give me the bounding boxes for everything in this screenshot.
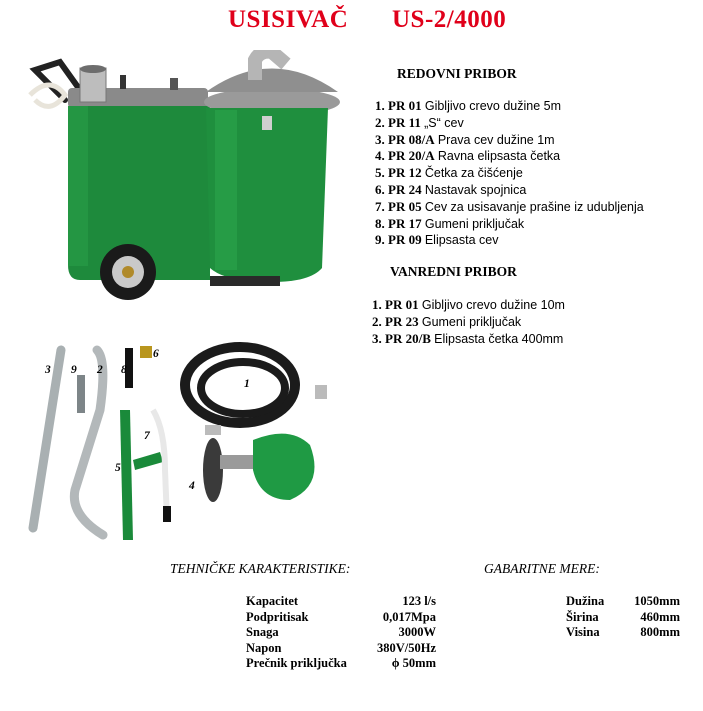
list-item: 6. PR 24 Nastavak spojnica: [375, 181, 527, 197]
callout-label: 1: [244, 378, 250, 390]
table-row: Prečnik priključka ϕ 50mm: [246, 656, 436, 670]
callout-label: 8: [121, 364, 127, 376]
list-item: 5. PR 12 Četka za čišćenje: [375, 165, 523, 181]
extra-accessories-list: [372, 297, 565, 347]
list-item: 2. PR 11 „S“ cev: [375, 114, 464, 130]
list-item: 8. PR 17 Gumeni priključak: [375, 215, 525, 231]
list-item: 1. PR 01 Gibljivo crevo dužine 10m: [372, 297, 565, 312]
callout-label: 6: [153, 348, 159, 360]
title-model: US-2/4000: [392, 6, 507, 33]
list-item: 3. PR 08/A Prava cev dužine 1m: [375, 131, 555, 147]
list-item: 4. PR 20/A Ravna elipsasta četka: [375, 148, 561, 164]
callout-label: 4: [189, 480, 195, 492]
callout-label: 9: [71, 364, 77, 376]
table-row: Širina 460mm: [566, 609, 680, 624]
callout-label: 3: [45, 364, 51, 376]
list-item: 3. PR 20/B Elipsasta četka 400mm: [372, 330, 564, 346]
dimensions-table: [566, 594, 680, 641]
table-row: Snaga 3000W: [246, 625, 436, 639]
list-item: 1. PR 01 Gibljivo crevo dužine 5m: [375, 98, 562, 113]
dimensions-heading: GABARITNE MERE:: [484, 561, 600, 576]
table-row: Podpritisak 0,017Mpa: [246, 609, 436, 624]
list-item: 7. PR 05 Cev za usisavanje prašine iz udubljenja: [375, 198, 644, 214]
regular-accessories-list: [375, 98, 644, 249]
extra-accessories-heading: VANREDNI PRIBOR: [390, 264, 517, 279]
callout-label: 7: [144, 430, 150, 442]
table-row: Visina 800mm: [566, 625, 680, 639]
vacuum-cleaner-photo: [10, 50, 340, 300]
tech-specs-table: [246, 594, 436, 672]
tech-heading: TEHNIČKE KARAKTERISTIKE:: [170, 561, 351, 576]
list-item: 9. PR 09 Elipsasta cev: [375, 232, 499, 248]
callout-label: 5: [115, 462, 121, 474]
title-product-name: USISIVAČ: [228, 6, 349, 33]
callout-label: 2: [97, 364, 103, 376]
table-row: Kapacitet 123 l/s: [246, 594, 436, 608]
table-row: Dužina 1050mm: [566, 594, 680, 608]
regular-accessories-heading: REDOVNI PRIBOR: [397, 66, 517, 81]
table-row: Napon 380V/50Hz: [246, 640, 436, 655]
list-item: 2. PR 23 Gumeni priključak: [372, 313, 522, 329]
